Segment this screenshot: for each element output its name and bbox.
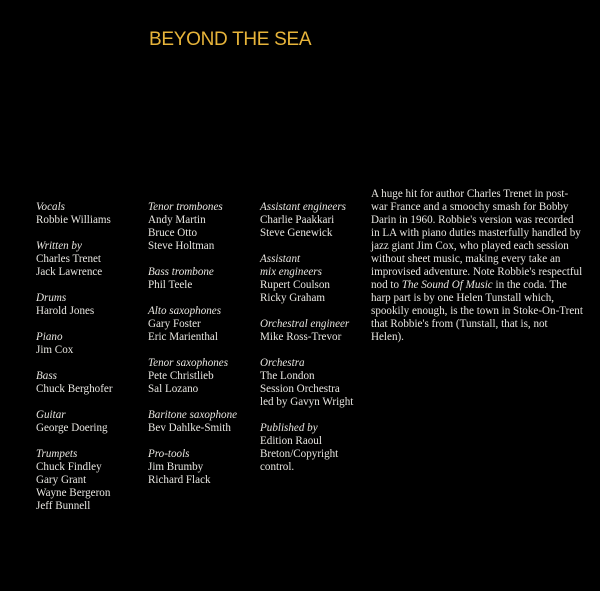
credit-block (36, 409, 148, 435)
credit-name: Steve Holtman (148, 240, 215, 252)
credit-role (36, 331, 148, 344)
credit-role-line: Alto saxophones (148, 305, 222, 317)
credit-role (36, 240, 148, 253)
credit-name: Robbie Williams (36, 214, 111, 226)
credit-role-line: Published by (260, 422, 318, 434)
credit-role-line: Orchestra (260, 357, 305, 369)
credit-name: Edition Raoul (260, 435, 322, 447)
credit-name: Harold Jones (36, 305, 95, 317)
credit-name: Bruce Otto (148, 227, 197, 239)
credit-role (260, 253, 372, 279)
credits-column-3 (260, 201, 372, 487)
credit-role-line: Vocals (36, 201, 65, 213)
credit-role (148, 305, 260, 318)
credit-role-line: Written by (36, 240, 82, 252)
credit-block (148, 357, 260, 396)
credit-name: Wayne Bergeron (36, 487, 111, 499)
credit-name: Charles Trenet (36, 253, 102, 265)
credit-name: Session Orchestra (260, 383, 340, 395)
credit-name: Jeff Bunnell (36, 500, 91, 512)
credit-block (260, 357, 372, 409)
credit-role-line: Tenor trombones (148, 201, 223, 213)
credit-role (36, 409, 148, 422)
credit-role-line: Bass (36, 370, 57, 382)
credit-role-line: Pro-tools (148, 448, 190, 460)
credit-role (260, 201, 372, 214)
credit-name: control. (260, 461, 295, 473)
credit-role (36, 292, 148, 305)
credit-block (148, 266, 260, 292)
credit-role-line: Trumpets (36, 448, 78, 460)
credit-role (148, 201, 260, 214)
credits-column-1 (36, 201, 148, 526)
credit-name: Eric Marienthal (148, 331, 218, 343)
credit-role-line: Assistant engineers (260, 201, 346, 213)
credit-name: Phil Teele (148, 279, 193, 291)
credit-block (260, 422, 372, 474)
credit-name: Ricky Graham (260, 292, 326, 304)
credit-name: Steve Genewick (260, 227, 333, 239)
credit-role-line: Drums (36, 292, 67, 304)
credit-role-line: mix engineers (260, 266, 322, 278)
credit-block (148, 201, 260, 253)
credit-role-line: Bass trombone (148, 266, 214, 278)
credit-role (148, 448, 260, 461)
credit-role (148, 266, 260, 279)
credit-name: Andy Martin (148, 214, 206, 226)
credit-block (148, 409, 260, 435)
credit-name: Gary Grant (36, 474, 87, 486)
credit-role (36, 370, 148, 383)
song-title: BEYOND THE SEA (149, 29, 312, 50)
credit-name: Chuck Findley (36, 461, 102, 473)
liner-notes-text-1: A huge hit for author Charles Trenet in post-war France and a smoochy smash for Bobby Darin in 1960. Robbie's version was recorded in LA with piano duties masterfully handled by jazz giant Jim Cox, who played each session without sheet music, making every take an improvised adventure. Note Robbie's respectful nod to (371, 188, 583, 291)
credit-name: Rupert Coulson (260, 279, 330, 291)
credit-name: Bev Dahlke-Smith (148, 422, 231, 434)
credit-block (36, 292, 148, 318)
credit-block (148, 448, 260, 487)
credit-role (260, 357, 372, 370)
liner-notes-text-2: in the coda. The harp part is by one Helen Tunstall which, spookily enough, is the town in Stoke-On-Trent that Robbie's from (Tunstall, that is, not Helen). (371, 279, 583, 343)
credit-role (36, 201, 148, 214)
credit-block (260, 253, 372, 305)
credit-name: Jim Cox (36, 344, 74, 356)
credit-name: led by Gavyn Wright (260, 396, 354, 408)
credit-role-line: Assistant (260, 253, 301, 265)
credit-role (260, 422, 372, 435)
credit-name: Jim Brumby (148, 461, 204, 473)
liner-notes-italic-title: The Sound Of Music (401, 279, 493, 291)
credit-role-line: Piano (36, 331, 63, 343)
credit-name: Gary Foster (148, 318, 201, 330)
credit-role (148, 409, 260, 422)
credit-block (36, 331, 148, 357)
credit-role-line: Baritone saxophone (148, 409, 238, 421)
credit-role-line: Orchestral engineer (260, 318, 350, 330)
credit-name: George Doering (36, 422, 108, 434)
credit-name: The London (260, 370, 315, 382)
liner-notes (371, 188, 583, 344)
credit-role-line: Tenor saxophones (148, 357, 229, 369)
credit-name: Richard Flack (148, 474, 211, 486)
credit-block (260, 318, 372, 344)
credit-name: Jack Lawrence (36, 266, 103, 278)
credit-name: Sal Lozano (148, 383, 199, 395)
credit-block (36, 240, 148, 279)
credit-name: Pete Christlieb (148, 370, 214, 382)
credit-block (36, 448, 148, 513)
credit-role (148, 357, 260, 370)
credit-block (36, 370, 148, 396)
credit-name: Mike Ross-Trevor (260, 331, 342, 343)
credit-name: Chuck Berghofer (36, 383, 113, 395)
credit-block (148, 305, 260, 344)
credit-name: Breton/Copyright (260, 448, 339, 460)
credit-block (36, 201, 148, 227)
credit-role-line: Guitar (36, 409, 66, 421)
credit-role (260, 318, 372, 331)
credits-column-2 (148, 201, 260, 500)
credit-role (36, 448, 148, 461)
credit-block (260, 201, 372, 240)
credit-name: Charlie Paakkari (260, 214, 335, 226)
